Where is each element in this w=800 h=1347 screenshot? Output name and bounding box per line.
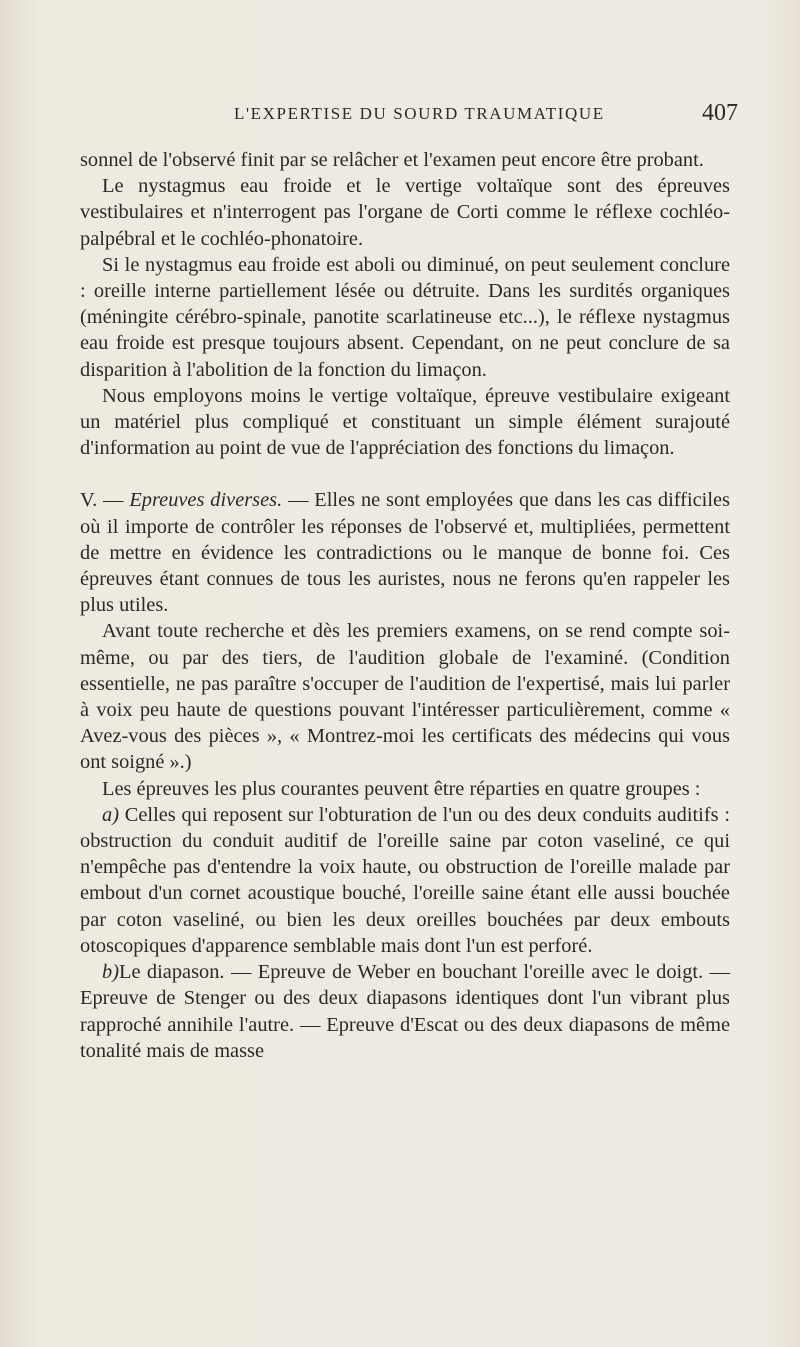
section-v <box>80 487 730 618</box>
item-label: b) <box>102 961 119 984</box>
list-item-a <box>80 802 730 959</box>
section-title: Epreuves diverses. <box>129 489 283 512</box>
page-header <box>80 100 738 132</box>
paragraph-audition: Avant toute recherche et dès les premiers examens, on se rend compte soi-même, ou par des tiers, de l'audition globale de l'examiné. (Condition essentielle, ne pas paraître s'occuper de l'audition de l'expertisé, mais lui parler à voix peu haute de questions pouvant l'intéresser particulièrement, comme « Avez-vous des pièces », « Montrez-moi les certificats des médecins qui vous ont soigné ».) <box>80 620 730 774</box>
paragraph-continuation: sonnel de l'observé finit par se relâcher et l'examen peut encore être probant. <box>80 149 704 171</box>
list-item-b <box>80 959 730 1064</box>
paragraph-nystagmus: Le nystagmus eau froide et le vertige voltaïque sont des épreuves vestibulaires et n'interrogent pas l'organe de Corti comme le réflexe cochléo-palpébral et le cochléo-phonatoire. <box>80 175 730 250</box>
running-title: L'EXPERTISE DU SOURD TRAUMATIQUE <box>234 104 605 123</box>
paragraph-conclusion: Si le nystagmus eau froide est aboli ou diminué, on peut seulement conclure : oreille interne partiellement lésée ou détruite. Dans les surdités organiques (méningite cérébro-spinale, panotite scarlatineuse etc...), le réflexe nystagmus eau froide est presque toujours absent. Cependant, on ne peut conclure de sa disparition à l'abolition de la fonction du limaçon. <box>80 253 730 381</box>
body-text <box>80 147 730 1064</box>
paragraph-vertige: Nous employons moins le vertige voltaïque, épreuve vestibulaire exigeant un matériel plus compliqué et constituant un simple élément surajouté d'information au point de vue de l'appréciation des fonctions du limaçon. <box>80 384 730 460</box>
section-text: — Elles ne sont employées que dans les cas difficiles où il importe de contrôler les réponses de l'observé et, multipliées, permettent de mettre en évidence les contradictions ou le manque de bonne foi. Ces épreuves étant connues de tous les auristes, nous ne ferons qu'en rappeler les plus utiles. <box>80 489 730 617</box>
paragraph-groupes: Les épreuves les plus courantes peuvent être réparties en quatre groupes : <box>102 777 701 800</box>
item-text: Celles qui reposent sur l'obturation de l'un ou des deux conduits auditifs : obstruction du conduit auditif de l'oreille saine par coton vaseliné, ce qui n'empêche pas d'entendre la voix haute, ou obstruction de l'oreille malade par embout d'un cornet acoustique bouché, l'oreille saine étant elle aussi bouchée par coton vaseliné, ou bien les deux oreilles bouchées par deux embouts otoscopiques d'apparence semblable mais dont l'un est perforé. <box>80 803 730 957</box>
item-label: a) <box>102 803 119 826</box>
page-number: 407 <box>702 100 738 126</box>
section-numeral: V. — <box>80 489 124 512</box>
item-text: Le diapason. — Epreuve de Weber en bouchant l'oreille avec le doigt. — Epreuve de Stenger ou des deux diapasons identiques dont l'un vibrant plus rapproché annihile l'autre. — Epreuve d'Escat ou des deux diapasons de même tonalité mais de masse <box>80 961 730 1062</box>
